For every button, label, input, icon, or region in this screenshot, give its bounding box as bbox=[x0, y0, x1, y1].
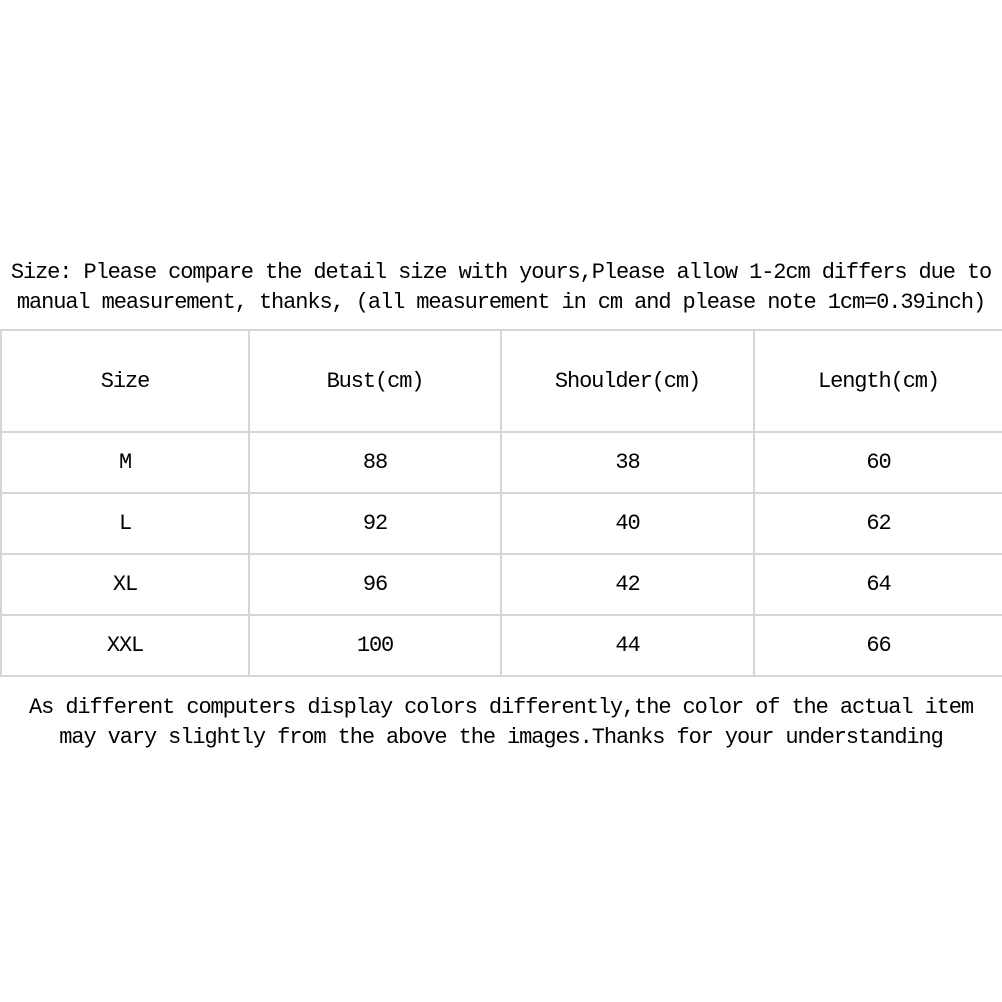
measurement-notice-line2: manual measurement, thanks, (all measurement in cm and please note 1cm=0.39inch) bbox=[16, 290, 986, 315]
measurement-notice-line1: Size: Please compare the detail size with yours,Please allow 1-2cm differs due to bbox=[10, 260, 992, 285]
color-disclaimer-line1: As different computers display colors differently,the color of the actual item bbox=[29, 695, 973, 720]
table-row-l bbox=[1, 493, 1002, 554]
table-row-xxl bbox=[1, 615, 1002, 676]
color-disclaimer bbox=[0, 693, 1002, 753]
color-disclaimer-line2: may vary slightly from the above the images.Thanks for your understanding bbox=[59, 725, 943, 750]
cell-shoulder-xxl: 44 bbox=[501, 615, 754, 676]
cell-length-l: 62 bbox=[754, 493, 1002, 554]
col-header-bust: Bust(cm) bbox=[249, 330, 501, 432]
col-header-shoulder: Shoulder(cm) bbox=[501, 330, 754, 432]
table-header-row bbox=[1, 330, 1002, 432]
cell-size-l: L bbox=[1, 493, 249, 554]
cell-shoulder-l: 40 bbox=[501, 493, 754, 554]
cell-size-m: M bbox=[1, 432, 249, 493]
table-row-m bbox=[1, 432, 1002, 493]
cell-size-xl: XL bbox=[1, 554, 249, 615]
cell-bust-l: 92 bbox=[249, 493, 501, 554]
cell-size-xxl: XXL bbox=[1, 615, 249, 676]
size-chart-table bbox=[0, 329, 1002, 677]
cell-shoulder-xl: 42 bbox=[501, 554, 754, 615]
cell-bust-xxl: 100 bbox=[249, 615, 501, 676]
cell-length-m: 60 bbox=[754, 432, 1002, 493]
cell-length-xxl: 66 bbox=[754, 615, 1002, 676]
measurement-notice bbox=[0, 258, 1002, 318]
col-header-size: Size bbox=[1, 330, 249, 432]
col-header-length: Length(cm) bbox=[754, 330, 1002, 432]
table-row-xl bbox=[1, 554, 1002, 615]
cell-bust-m: 88 bbox=[249, 432, 501, 493]
cell-shoulder-m: 38 bbox=[501, 432, 754, 493]
cell-bust-xl: 96 bbox=[249, 554, 501, 615]
cell-length-xl: 64 bbox=[754, 554, 1002, 615]
